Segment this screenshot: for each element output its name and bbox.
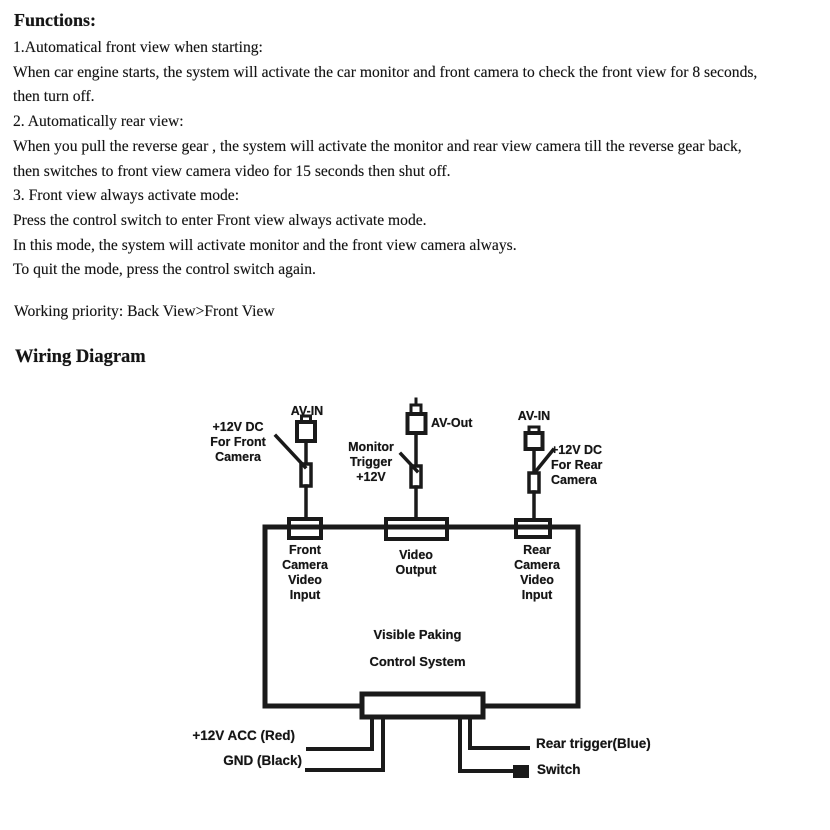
rear-power-label: +12V DC For Rear Camera bbox=[551, 443, 603, 487]
monitor-trigger-label: Monitor Trigger +12V bbox=[348, 440, 394, 484]
body-line: then switches to front view camera video for 15 seconds then shut off. bbox=[13, 162, 451, 180]
control-box-title: Visible Paking Control System bbox=[369, 627, 466, 669]
acc-wire bbox=[308, 717, 372, 749]
body-line: 2. Automatically rear view: bbox=[13, 113, 184, 131]
switch-terminal bbox=[513, 765, 529, 778]
harness-connector bbox=[362, 694, 483, 717]
av-in-left-label: AV-IN bbox=[290, 404, 324, 418]
switch-wire-label: Switch bbox=[537, 762, 581, 777]
gnd-wire-label: GND (Black) bbox=[223, 753, 302, 768]
rca-plug-icon bbox=[526, 433, 543, 449]
video-output-label: Video Output bbox=[395, 548, 437, 577]
front-power-label: +12V DC For Front Camera bbox=[210, 420, 266, 464]
body-line: then turn off. bbox=[13, 88, 95, 106]
av-in-right-label: AV-IN bbox=[517, 409, 551, 423]
functions-heading: Functions: bbox=[14, 10, 97, 30]
front-input-label: Front Camera Video Input bbox=[282, 543, 328, 602]
rear-trigger-wire-label: Rear trigger(Blue) bbox=[536, 736, 651, 751]
rear-input-label: Rear Camera Video Input bbox=[514, 543, 560, 602]
body-line: 1.Automatical front view when starting: bbox=[13, 39, 263, 56]
av-out-label: AV-Out bbox=[431, 416, 473, 430]
body-line: Press the control switch to enter Front view always activate mode. bbox=[13, 211, 427, 229]
rca-plug-icon bbox=[408, 414, 426, 433]
body-line: When car engine starts, the system will activate the car monitor and front camera to check the front view for 8 seconds, bbox=[13, 63, 758, 81]
fuse-icon bbox=[529, 473, 539, 492]
wiring-diagram-heading: Wiring Diagram bbox=[15, 347, 146, 367]
front-camera-branch bbox=[276, 416, 321, 538]
rca-plug-icon bbox=[297, 422, 315, 441]
body-line: In this mode, the system will activate monitor and the front view camera always. bbox=[13, 236, 517, 254]
rear-camera-branch bbox=[516, 427, 553, 537]
working-priority-note: Working priority: Back View>Front View bbox=[14, 303, 275, 320]
body-line: When you pull the reverse gear , the system will activate the monitor and rear view camera till the reverse gear back, bbox=[13, 137, 742, 155]
body-line: 3. Front view always activate mode: bbox=[13, 187, 240, 205]
rear-trigger-wire bbox=[470, 717, 528, 748]
acc-wire-label: +12V ACC (Red) bbox=[192, 728, 295, 743]
body-line: To quit the mode, press the control switch again. bbox=[13, 261, 316, 279]
